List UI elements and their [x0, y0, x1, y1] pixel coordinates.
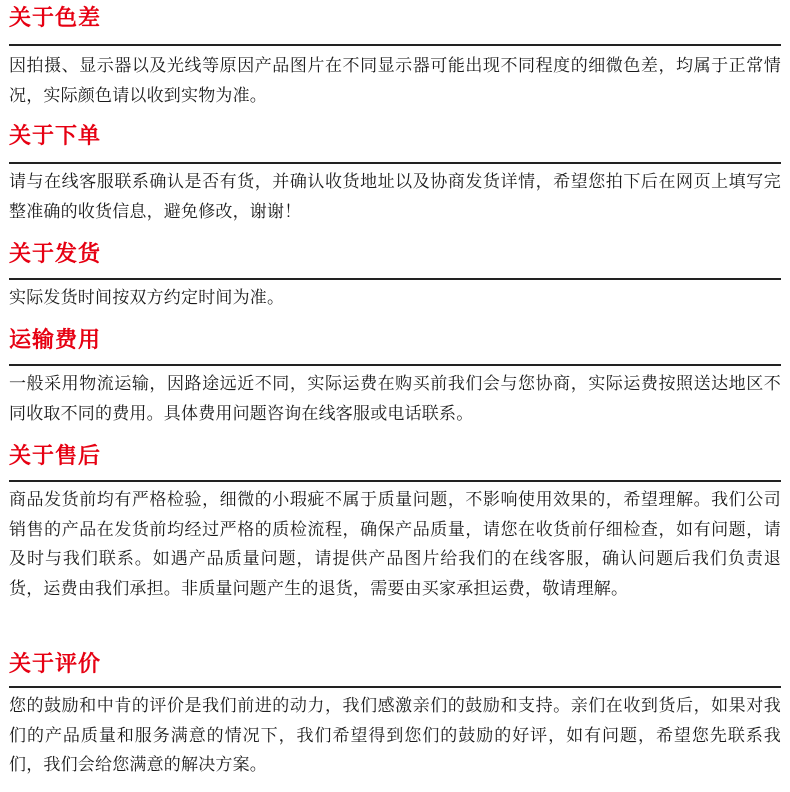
- section-divider: [9, 44, 781, 46]
- section-divider: [9, 278, 781, 280]
- section-body: 一般采用物流运输，因路途远近不同，实际运费在购买前我们会与您协商，实际运费按照送达地区不同收取不同的费用。具体费用问题咨询在线客服或电话联系。: [9, 374, 781, 424]
- section-divider: [9, 364, 781, 366]
- section-divider: [9, 162, 781, 164]
- section-title: 运输费用: [9, 328, 102, 353]
- section-title: 关于发货: [9, 242, 102, 267]
- section-body: 请与在线客服联系确认是否有货，并确认收货地址以及协商发货详情，希望您拍下后在网页上填写完整准确的收货信息，避免修改，谢谢！: [9, 172, 781, 222]
- section-title: 关于售后: [9, 444, 102, 469]
- section-body: 因拍摄、显示器以及光线等原因产品图片在不同显示器可能出现不同程度的细微色差，均属于正常情况，实际颜色请以收到实物为准。: [9, 56, 781, 106]
- section-title: 关于色差: [9, 6, 102, 31]
- section-title: 关于下单: [9, 124, 102, 149]
- section-body: 实际发货时间按双方约定时间为准。: [9, 288, 285, 308]
- section-body: 商品发货前均有严格检验，细微的小瑕疵不属于质量问题，不影响使用效果的，希望理解。我们公司销售的产品在发货前均经过严格的质检流程，确保产品质量，请您在收货前仔细检查，如有问题，请及时与我们联系。如遇产品质量问题，请提供产品图片给我们的在线客服，确认问题后我们负责退货，运费由我们承担。非质量问题产生的退货，需要由买家承担运费，敬请理解。: [9, 490, 781, 599]
- section-divider: [9, 686, 781, 688]
- section-divider: [9, 480, 781, 482]
- section-body: 您的鼓励和中肯的评价是我们前进的动力，我们感激亲们的鼓励和支持。亲们在收到货后，如果对我们的产品质量和服务满意的情况下，我们希望得到您们的鼓励的好评，如有问题，希望您先联系我们，我们会给您满意的解决方案。: [9, 696, 781, 775]
- section-title: 关于评价: [9, 652, 102, 677]
